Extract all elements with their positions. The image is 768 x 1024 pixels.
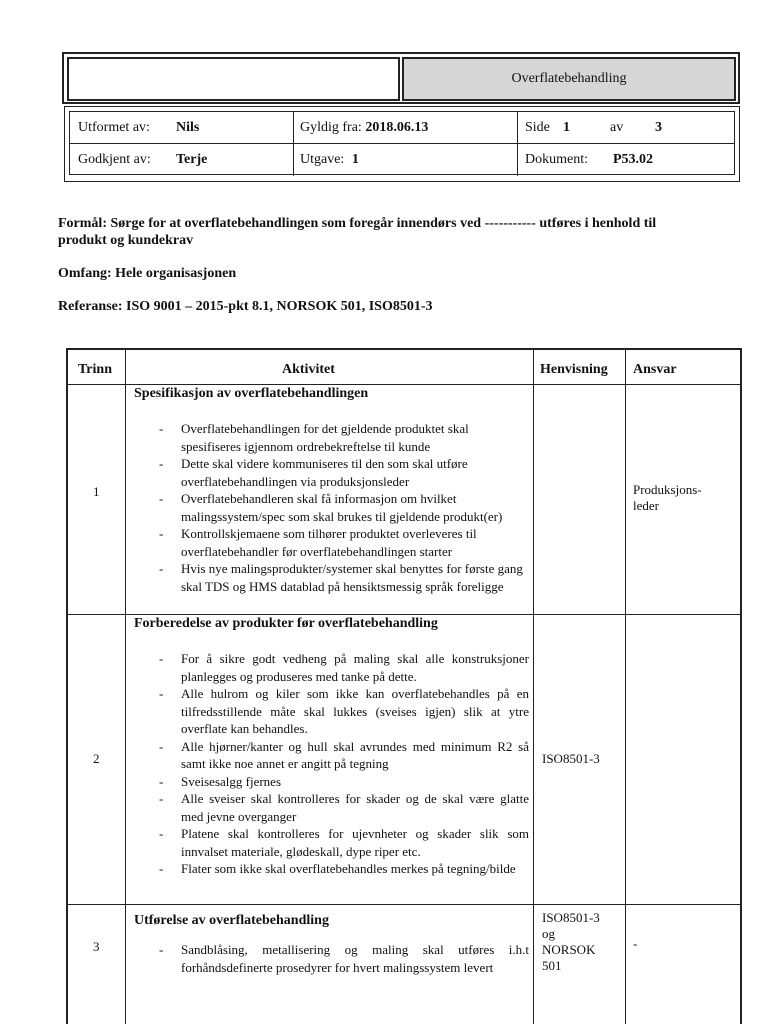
gyldig-value: 2018.06.13 (365, 120, 429, 135)
row-3-henvisning: ISO8501-3 og NORSOK 501 (542, 910, 600, 973)
row-3-item: - Sandblåsing, metallisering og maling skal utføres i.h.t forhåndsdefinerte prosedyrer for hvert malingssystem levert (134, 941, 529, 976)
gyldig-cell (300, 120, 428, 136)
utgave-label: Utgave: (300, 152, 345, 167)
formal-line-1: Formål: Sørge for at overflatebehandlingen som foregår innendørs ved ----------- utføres i henhold til (58, 216, 657, 231)
dokument-cell (525, 152, 654, 168)
header-henvisning: Henvisning (540, 362, 608, 377)
row-1-item: - Hvis nye malingsprodukter/systemer skal benyttes for første gang skal TDS og HMS datablad på hensiktsmessig språk foreligge (134, 560, 529, 595)
row-2-item: - Flater som ikke skal overflatebehandles merkes på tegning/bilde (134, 860, 529, 878)
meta-table (64, 106, 740, 182)
referanse: Referanse: ISO 9001 – 2015-pkt 8.1, NORSOK 501, ISO8501-3 (58, 299, 433, 314)
formal-line-2: produkt og kundekrav (58, 233, 194, 248)
row-2-item: - Platene skal kontrolleres for ujevnheter og skader slik som innvalset materiale, glødeskall, dype riper etc. (134, 825, 529, 860)
omfang: Omfang: Hele organisasjonen (58, 266, 237, 281)
row-2-item: - Alle hulrom og kiler som ikke kan overflatebehandles på en tilfredsstillende måte skal lukkes (sveises igjen) slik at ytre overflate kan behandles. (134, 685, 529, 738)
row-2-activity (134, 616, 529, 878)
dokument-label: Dokument: (525, 152, 588, 167)
utformet-value: Nils (176, 120, 200, 135)
utformet-cell (78, 120, 200, 136)
document-title: Overflatebehandling (402, 57, 736, 101)
header-trinn: Trinn (78, 362, 112, 377)
av-value: 3 (655, 120, 662, 135)
godkjent-cell (78, 152, 208, 168)
row-1-item: - Overflatebehandleren skal få informasjon om hvilket malingssystem/spec som skal brukes til gjeldende produkt(er) (134, 490, 529, 525)
utformet-label: Utformet av: (78, 120, 150, 135)
utgave-value: 1 (351, 152, 359, 167)
row-2-item: - For å sikre godt vedheng på maling skal alle konstruksjoner planlegges og produseres med tanke på dette. (134, 650, 529, 685)
utgave-cell (300, 152, 359, 168)
row-3-ansvar: - (633, 936, 638, 951)
side-value: 1 (563, 120, 570, 135)
row-1-activity (134, 386, 529, 612)
procedure-table (66, 348, 742, 1024)
side-cell (525, 120, 725, 136)
av-label: av (610, 120, 624, 135)
row-1-item: - Overflatebehandlingen for det gjeldende produktet skal spesifiseres igjennom ordrebekreftelse til kunde (134, 420, 529, 455)
logo-area (67, 57, 400, 101)
row-1-title: Spesifikasjon av overflatebehandlingen (134, 386, 369, 401)
row-2-item: - Sveisesalgg fjernes (134, 773, 529, 791)
header-ansvar: Ansvar (633, 362, 677, 377)
row-2-item: - Alle hjørner/kanter og hull skal avrundes med minimum R2 så samt ikke noe annet er angitt på tegning (134, 738, 529, 773)
row-2-item: - Alle sveiser skal kontrolleres for skader og de skal være glatte med jevne overganger (134, 790, 529, 825)
row-2-trinn: 2 (93, 751, 100, 766)
row-1-item: - Kontrollskjemaene som tilhører produktet overleveres til overflatebehandler før overflatebehandlingen starter (134, 525, 529, 560)
row-2-title: Forberedelse av produkter før overflatebehandling (134, 616, 438, 631)
row-1-item: - Dette skal videre kommuniseres til den som skal utføre overflatebehandlingen via produksjonsleder (134, 455, 529, 490)
row-2-henvisning: ISO8501-3 (542, 751, 600, 766)
side-label: Side (525, 120, 550, 135)
document-header (62, 52, 740, 104)
row-3-activity (134, 913, 529, 976)
gyldig-label: Gyldig fra: (300, 120, 362, 135)
row-1-trinn: 1 (93, 484, 100, 499)
godkjent-label: Godkjent av: (78, 152, 151, 167)
dokument-value: P53.02 (613, 152, 654, 167)
row-3-title: Utførelse av overflatebehandling (134, 913, 329, 928)
godkjent-value: Terje (176, 152, 208, 167)
header-aktivitet: Aktivitet (282, 362, 335, 377)
row-3-trinn: 3 (93, 939, 100, 954)
row-1-ansvar: Produksjons- leder (633, 482, 702, 513)
